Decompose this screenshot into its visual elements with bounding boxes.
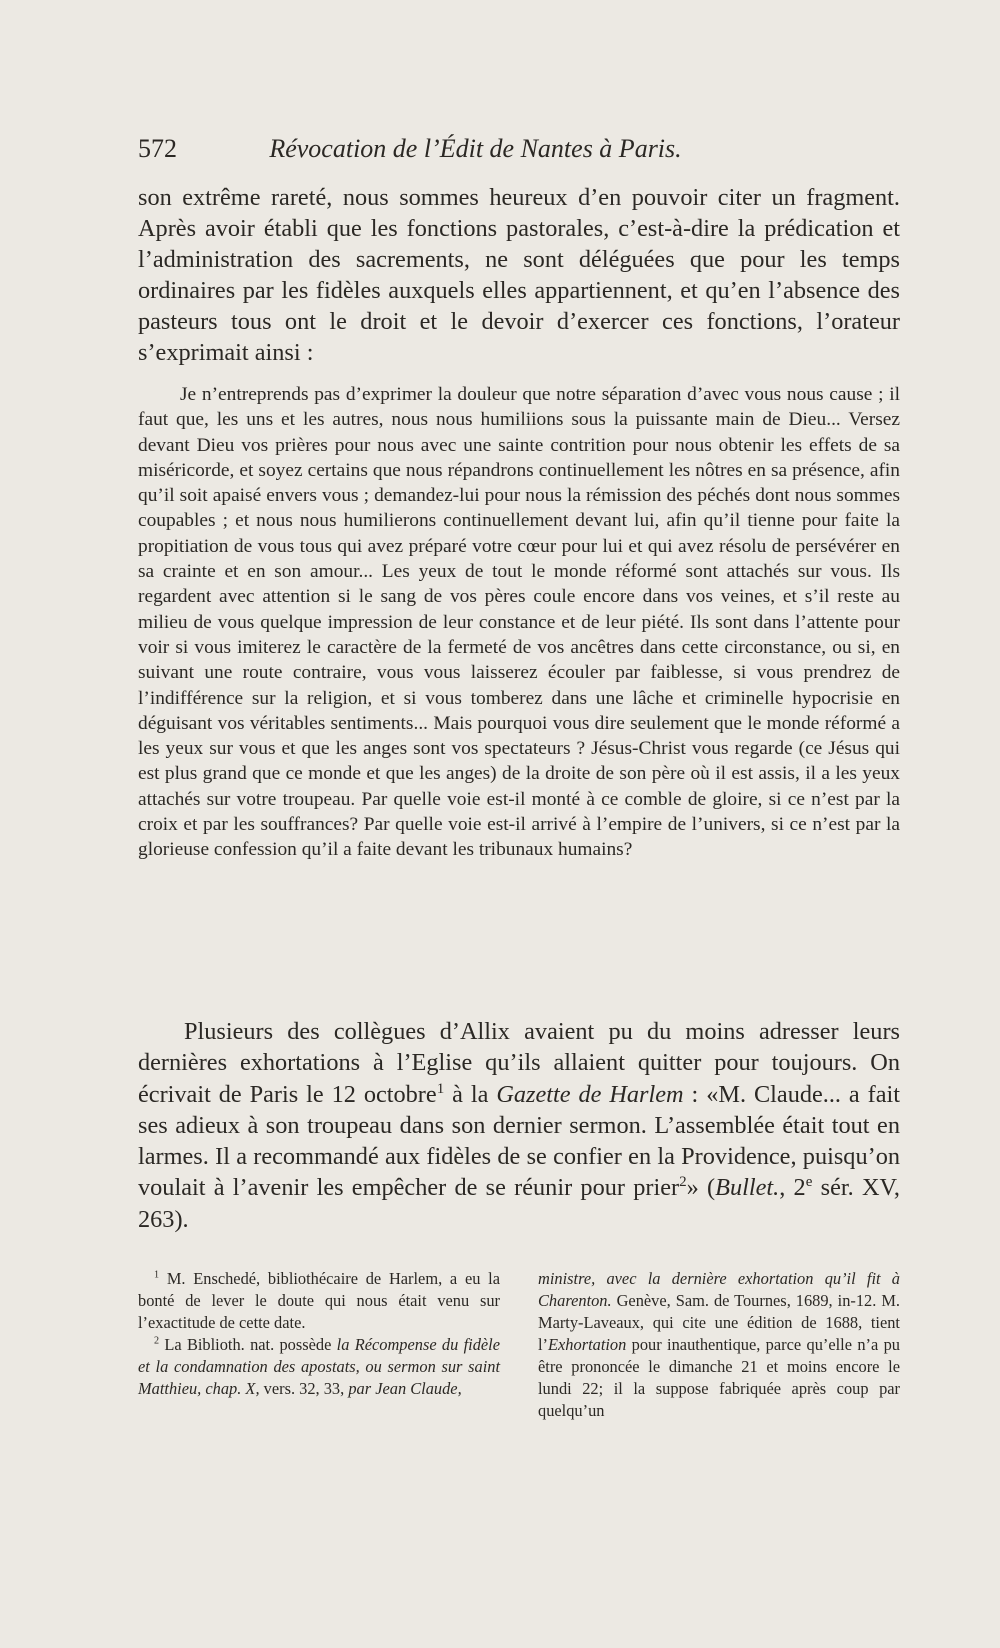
footnote-2-work-title-cont: ministre, avec la dernière exhortation qu’il fit à Charenton. [538,1269,900,1310]
footnote-2 [138,1334,500,1400]
bulletin-abbrev: Bullet. [715,1174,780,1202]
footnote-2-continued [538,1268,900,1422]
footnote-1 [138,1268,500,1334]
paragraph-2-text-e: , 2 [779,1174,806,1202]
footnote-ref-2: 2 [679,1174,687,1191]
paragraph-2-text-c: : «M. Claude... a fait ses adieux à son troupeau dans son dernier sermon. L’assemblée était tout en larmes. Il a recommandé aux fidèles de se confier en la Providence, puisqu’on voulait à l’avenir les empêcher de se réunir pour prier [138,1080,901,1202]
paragraph-2 [138,1016,900,1235]
footnote-2-text-d: pour inauthentique, parce qu’elle n’a pu être prononcée le dimanche 21 et moins encore le lundi 22; il la suppose fabriquée après coup par quelqu’un [538,1335,900,1420]
paragraph-2-text-b: à la [444,1080,497,1108]
footnote-2-text-b: vers. 32, 33, [259,1379,349,1398]
series-superscript: e [805,1174,813,1191]
footnote-2-text-c: Genève, Sam. de Tournes, 1689, in-12. M. Marty-Laveaux, qui cite une édition de 1688, tient l’ [538,1291,900,1354]
page-number: 572 [138,134,177,163]
quotation-text: Je n’entreprends pas d’exprimer la douleur que notre séparation d’avec vous nous cause ; il faut que, les uns et les autres, nous nous humiliions sous la puissante main de Dieu... Versez devant Dieu vos prières pour nous avec une sainte contrition pour nous obtenir les effets de sa miséricorde, et soyez certains que nous répandrons continuellement les nôtres en sa présence, afin qu’il soit apaisé envers vous ; demandez-lui pour nous la rémission des péchés dont nous sommes coupables ; et nous nous humilierons continuellement devant lui, afin qu’il tienne pour faite la propitiation de vous tous qui avez préparé votre cœur pour lui et qui avez résolu de persévérer en sa crainte et en son amour... Les yeux de tout le monde réformé sont attachés sur vous. Ils regardent avec attention si le sang de vos pères coule encore dans vos veines, et s’il reste au milieu de vous quelque impression de leur constance et de leur piété. Ils sont dans l’attente pour voir si vous imiterez le caractère de la fermeté de vos ancêtres dans cette circonstance, ou si, en suivant une route contraire, vous vous laisserez écouler par faiblesse, si vous prendrez de l’indifférence sur la religion, et si vous tomberez dans une lâche et criminelle hypocrisie en déguisant vos véritables sentiments... Mais pourquoi vous dire seulement que le monde réformé a les yeux sur vous et que les anges sont vos spectateurs ? Jésus-Christ vous regarde (ce Jésus qui est plus grand que ce monde et que les anges) de la droite de son père où il est assis, il a les yeux attachés sur votre troupeau. Par quelle voie est-il monté à ce comble de gloire, si ce n’est par la croix et par les souffrances? Par quelle voie est-il arrivé à l’empire de l’univers, si ce n’est par la glorieuse confession qu’il a faite devant les tribunaux humains? [138,384,900,861]
paragraph-2-text-f: sér. XV, 263). [138,1174,901,1233]
footnotes [138,1268,900,1422]
footnote-1-text: M. Enschedé, bibliothécaire de Harlem, a eu la bonté de lever le doute qui nous était venu sur l’exactitude de cette date. [138,1269,500,1332]
footnote-2-author: par Jean Claude, [348,1379,462,1398]
footnote-ref-1: 1 [436,1080,445,1097]
footnote-2-exhortation: Exhortation [548,1335,627,1354]
footnote-column-right [538,1268,900,1422]
sermon-quotation [138,382,900,863]
paragraph-1: son extrême rareté, nous sommes heureux d’en pouvoir citer un fragment. Après avoir établi que les fonctions pastorales, c’est-à-dire la prédication et l’administration des sacrements, ne sont déléguées que pour les temps ordinaires par les fidèles auxquels elles appartiennent, et qu’en l’absence des pasteurs tous ont le droit et le devoir d’exercer ces fonctions, l’orateur s’exprimait ainsi : [138,184,900,366]
gazette-title: Gazette de Harlem [496,1080,684,1108]
footnote-column-left [138,1268,500,1422]
paragraph-2-text-d: » ( [686,1174,716,1202]
intro-paragraph [138,182,900,368]
footnote-2-work-title: la Récompense du fidèle et la condamnation des apostats, ou sermon sur saint Matthieu, chap. X, [138,1335,500,1398]
footnote-2-number: 2 [154,1335,160,1347]
running-title: Révocation de l’Édit de Nantes à Paris. [269,134,682,163]
footnote-2-text-a: La Biblioth. nat. possède [159,1335,337,1354]
page-header [138,134,753,174]
footnote-1-number: 1 [154,1269,160,1281]
paragraph-2-text-a: Plusieurs des collègues d’Allix avaient pu du moins adresser leurs dernières exhortations à l’Eglise qu’ils allaient quitter pour toujours. On écrivait de Paris le 12 octobre [138,1018,900,1108]
second-paragraph [138,1016,900,1235]
